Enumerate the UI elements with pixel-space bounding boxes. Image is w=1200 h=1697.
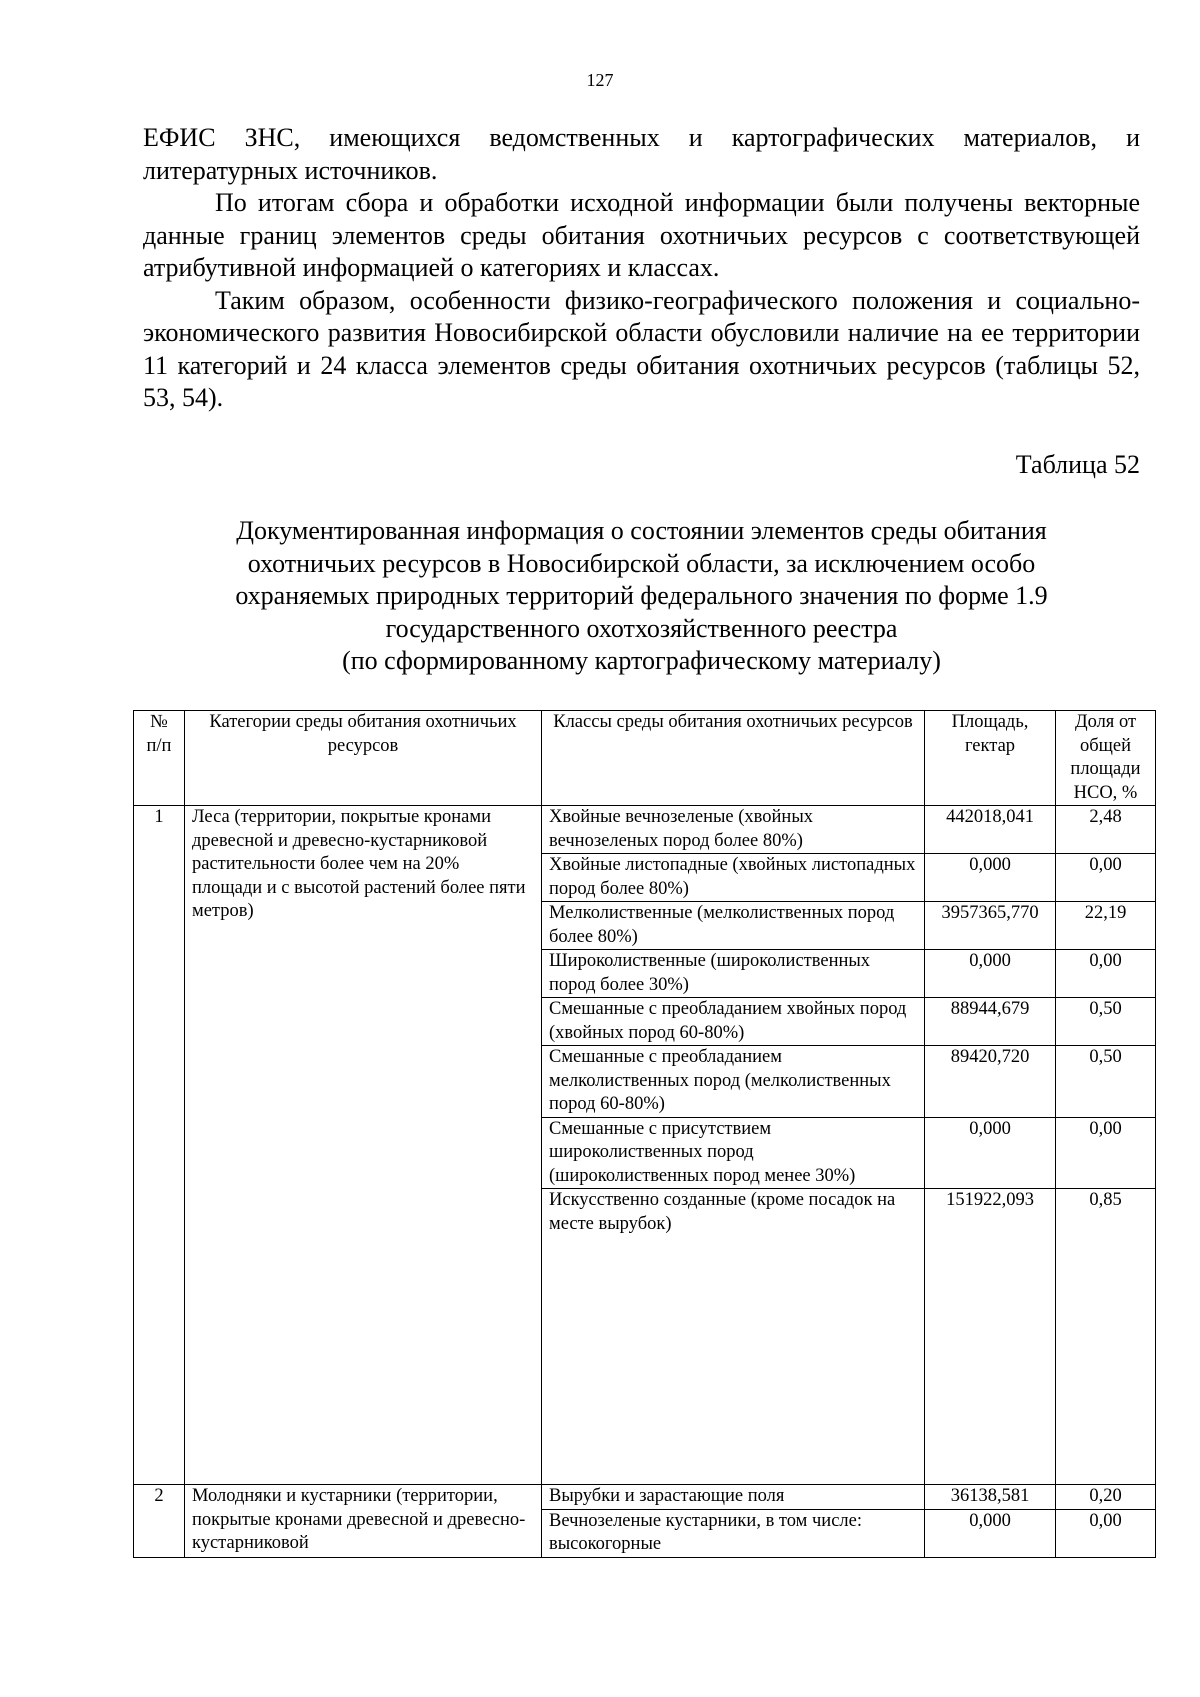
- class-cell: Смешанные с преобладанием мелколиственных пород (мелколиственных пород 60-80%): [542, 1046, 925, 1118]
- table-title-line: Документированная информация о состоянии элементов среды обитания: [236, 516, 1047, 545]
- table-label: Таблица 52: [1015, 450, 1140, 479]
- class-cell: Хвойные листопадные (хвойных листопадных пород более 80%): [542, 854, 925, 902]
- row-number: 1: [134, 806, 185, 1485]
- share-cell: 0,20: [1056, 1485, 1156, 1510]
- header-category: Категории среды обитания охотничьих ресурсов: [185, 711, 542, 806]
- share-cell: 22,19: [1056, 902, 1156, 950]
- row-number: 2: [134, 1485, 185, 1558]
- table-title-line: (по сформированному картографическому материалу): [342, 646, 941, 675]
- class-cell: Вырубки и зарастающие поля: [542, 1485, 925, 1510]
- class-cell: Широколиственные (широколиственных пород более 30%): [542, 950, 925, 998]
- class-cell: Вечнозеленые кустарники, в том числе: высокогорные: [542, 1509, 925, 1557]
- area-cell: 36138,581: [925, 1485, 1056, 1510]
- share-cell: 0,00: [1056, 1509, 1156, 1557]
- area-cell: 0,000: [925, 854, 1056, 902]
- area-cell: 151922,093: [925, 1189, 1056, 1485]
- share-cell: 0,00: [1056, 1117, 1156, 1189]
- area-cell: 3957365,770: [925, 902, 1056, 950]
- share-cell: 0,50: [1056, 998, 1156, 1046]
- category-cell: Леса (территории, покрытые кронами древесной и древесно-кустарниковой растительности более чем на 20% площади и с высотой растений более пяти метров): [185, 806, 542, 1485]
- share-cell: 0,50: [1056, 1046, 1156, 1118]
- share-cell: 0,00: [1056, 950, 1156, 998]
- class-cell: Смешанные с преобладанием хвойных пород (хвойных пород 60-80%): [542, 998, 925, 1046]
- share-cell: 0,85: [1056, 1189, 1156, 1485]
- class-cell: Смешанные с присутствием широколиственных пород (широколиственных пород менее 30%): [542, 1117, 925, 1189]
- area-cell: 442018,041: [925, 806, 1056, 854]
- header-num: № п/п: [134, 711, 185, 806]
- class-cell: Искусственно созданные (кроме посадок на месте вырубок): [542, 1189, 925, 1485]
- class-cell: Мелколиственные (мелколиственных пород более 80%): [542, 902, 925, 950]
- table-title-line: охраняемых природных территорий федерального значения по форме 1.9: [235, 581, 1048, 610]
- share-cell: 2,48: [1056, 806, 1156, 854]
- table-header-row: [134, 711, 1156, 806]
- category-cell: Молодняки и кустарники (территории, покрытые кронами древесной и древесно-кустарниковой: [185, 1485, 542, 1558]
- table-row: [134, 1485, 1156, 1510]
- habitat-table: [133, 710, 1156, 1558]
- area-cell: 0,000: [925, 950, 1056, 998]
- header-area: Площадь, гектар: [925, 711, 1056, 806]
- table-title: [143, 515, 1140, 678]
- header-class: Классы среды обитания охотничьих ресурсов: [542, 711, 925, 806]
- area-cell: 0,000: [925, 1117, 1056, 1189]
- area-cell: 89420,720: [925, 1046, 1056, 1118]
- class-cell: Хвойные вечнозеленые (хвойных вечнозеленых пород более 80%): [542, 806, 925, 854]
- paragraph-3: Таким образом, особенности физико-географического положения и социально-экономического развития Новосибирской области обусловили наличие на ее территории 11 категорий и 24 класса элементов среды обитания охотничьих ресурсов (таблицы 52, 53, 54).: [143, 285, 1140, 412]
- area-cell: 0,000: [925, 1509, 1056, 1557]
- table-row: [134, 806, 1156, 854]
- page-number: 127: [586, 70, 614, 90]
- table-title-line: охотничьих ресурсов в Новосибирской области, за исключением особо: [247, 548, 1036, 578]
- paragraph-1: ЕФИС ЗНС, имеющихся ведомственных и картографических материалов, и литературных источников.: [143, 123, 1140, 185]
- body-text: [143, 122, 1140, 415]
- header-share: Доля от общей площади НСО, %: [1056, 711, 1156, 806]
- area-cell: 88944,679: [925, 998, 1056, 1046]
- paragraph-2: По итогам сбора и обработки исходной информации были получены векторные данные границ элементов среды обитания охотничьих ресурсов с соответствующей атрибутивной информацией о категориях и классах.: [143, 188, 1140, 282]
- table-title-line: государственного охотхозяйственного реестра: [385, 613, 898, 643]
- share-cell: 0,00: [1056, 854, 1156, 902]
